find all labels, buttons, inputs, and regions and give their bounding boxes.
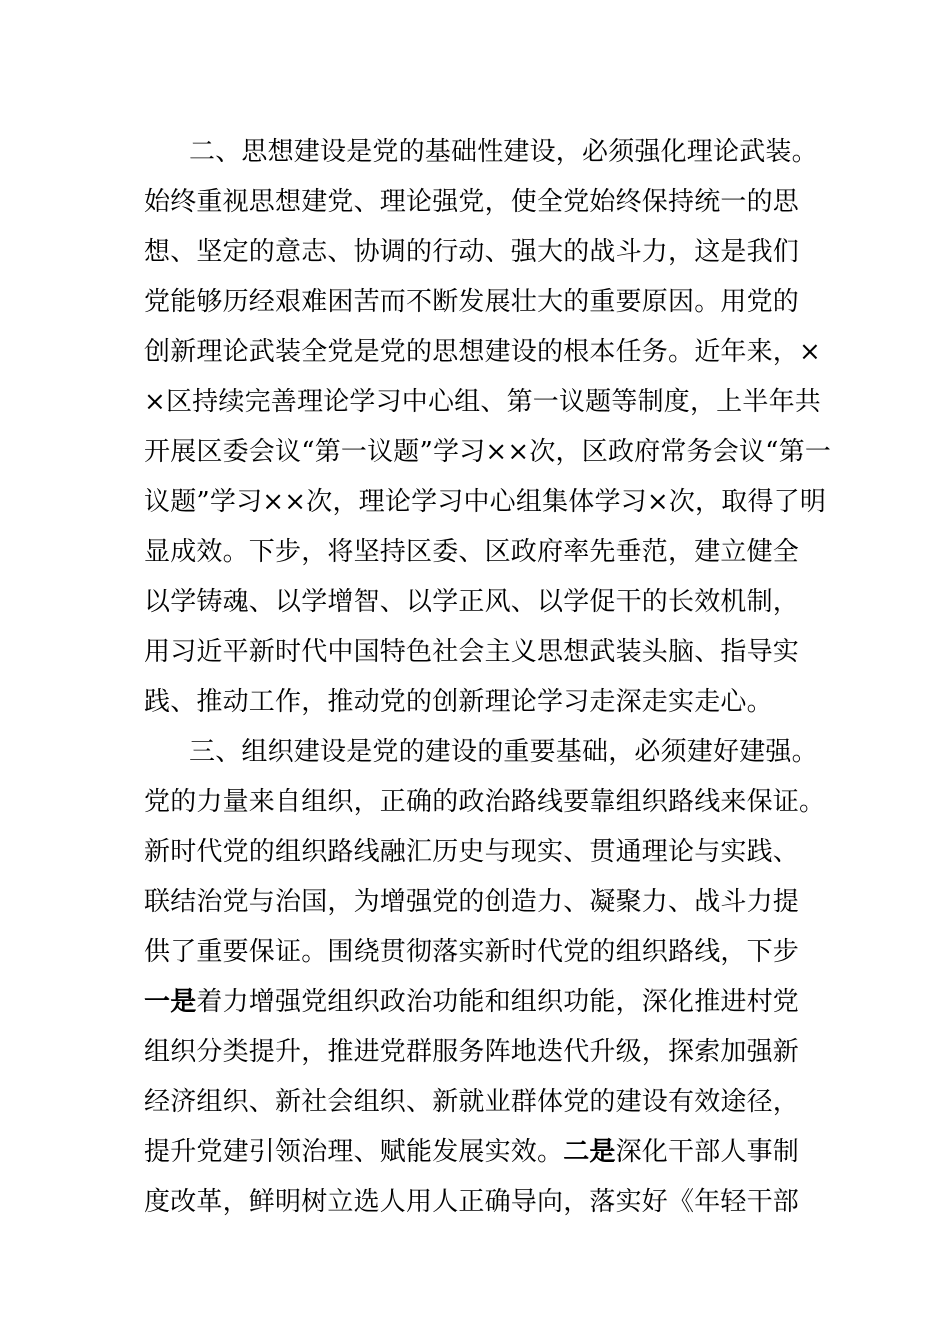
text-line: 用习近平新时代中国特色社会主义思想武装头脑、指导实	[144, 637, 800, 667]
point-one-marker: 一是	[144, 987, 197, 1017]
text-segment: 提升党建引领治理、赋能发展实效。	[144, 1137, 564, 1167]
text-line: 显成效。下步，将坚持区委、区政府率先垂范，建立健全	[144, 537, 800, 567]
text-line: 联结治党与治国，为增强党的创造力、凝聚力、战斗力提	[144, 887, 800, 917]
text-line: 议题”学习××次，理论学习中心组集体学习×次，取得了明	[144, 487, 827, 517]
paragraph-heading-three: 三、组织建设是党的建设的重要基础，必须建好建强。	[189, 737, 818, 767]
text-line: 供了重要保证。围绕贯彻落实新时代党的组织路线，下步	[144, 937, 800, 967]
text-line: 想、坚定的意志、协调的行动、强大的战斗力，这是我们	[144, 237, 800, 267]
point-two-marker: 二是	[563, 1137, 616, 1167]
text-line: 开展区委会议“第一议题”学习××次，区政府常务会议“第一	[144, 437, 832, 467]
text-line: ×区持续完善理论学习中心组、第一议题等制度，上半年共	[144, 387, 821, 417]
text-line: 践、推动工作，推动党的创新理论学习走深走实走心。	[144, 687, 773, 717]
text-line	[144, 977, 806, 1027]
paragraph-heading-two: 二、思想建设是党的基础性建设，必须强化理论武装。	[189, 137, 818, 167]
text-segment: 着力增强党组织政治功能和组织功能，深化推进村党	[196, 987, 800, 1017]
text-line: 党能够历经艰难困苦而不断发展壮大的重要原因。用党的	[144, 287, 800, 317]
text-line: 党的力量来自组织，正确的政治路线要靠组织路线来保证。	[144, 787, 826, 817]
text-line	[144, 1127, 806, 1177]
text-line: 度改革，鲜明树立选人用人正确导向，落实好《年轻干部	[144, 1187, 800, 1217]
text-line: 以学铸魂、以学增智、以学正风、以学促干的长效机制，	[144, 587, 800, 617]
text-line: 始终重视思想建党、理论强党，使全党始终保持统一的思	[144, 187, 800, 217]
text-line: 新时代党的组织路线融汇历史与现实、贯通理论与实践、	[144, 837, 800, 867]
text-line: 创新理论武装全党是党的思想建设的根本任务。近年来，×	[144, 337, 821, 367]
document-body	[144, 127, 832, 1227]
text-line: 经济组织、新社会组织、新就业群体党的建设有效途径，	[144, 1087, 800, 1117]
text-line: 组织分类提升，推进党群服务阵地迭代升级，探索加强新	[144, 1037, 800, 1067]
text-segment: 深化干部人事制	[615, 1137, 800, 1167]
